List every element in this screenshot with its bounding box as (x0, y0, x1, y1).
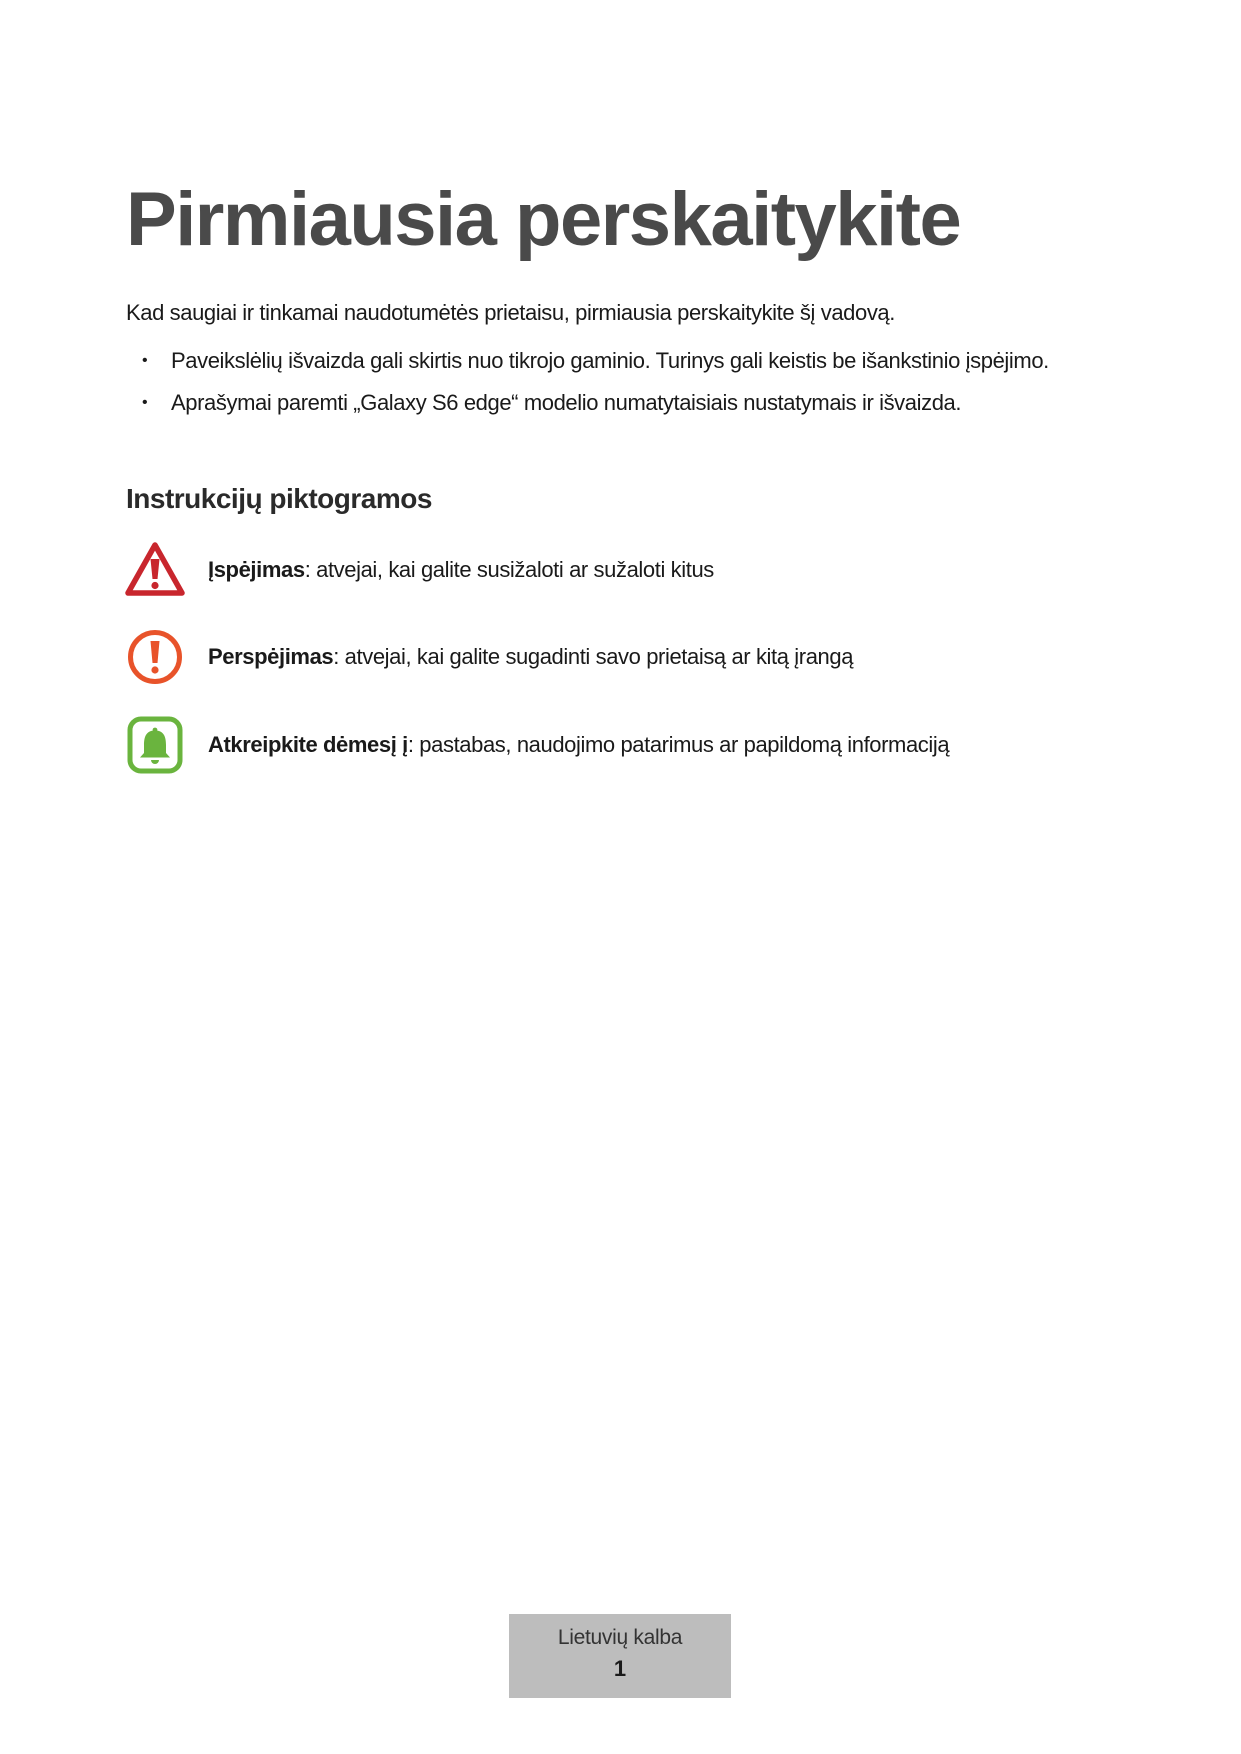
page-number: 1 (613, 1656, 627, 1681)
notice-bell-icon (124, 715, 186, 775)
term-description: atvejai, kai galite susižaloti ar sužaloti kitus (310, 557, 714, 582)
icon-row-caution (124, 627, 853, 687)
list-item (126, 344, 1056, 378)
bullet-dot: • (142, 394, 148, 411)
list-item (126, 386, 1056, 420)
icon-row-warning (124, 540, 714, 600)
page-footer (509, 1614, 731, 1698)
page-title: Pirmiausia perskaitykite (126, 177, 961, 262)
icon-row-notice (124, 715, 949, 775)
term-label: Įspėjimas (208, 557, 305, 582)
bullet-list (126, 344, 1056, 428)
bullet-text: Paveikslėlių išvaizda gali skirtis nuo tikrojo gaminio. Turinys gali keistis be išankstinio įspėjimo. (171, 348, 1049, 373)
icon-row-text (208, 644, 853, 670)
term-description: atvejai, kai galite sugadinti savo prietaisą ar kitą įrangą (338, 644, 854, 669)
icon-row-text (208, 732, 949, 758)
term-separator: : (304, 557, 311, 582)
section-heading: Instrukcijų piktogramos (126, 483, 432, 514)
icon-row-text (208, 557, 714, 583)
footer-language: Lietuvių kalba (557, 1626, 683, 1649)
caution-circle-icon (124, 627, 186, 687)
term-label: Perspėjimas (208, 644, 334, 669)
bullet-dot: • (142, 352, 148, 369)
term-separator: : (333, 644, 339, 669)
bullet-text: Aprašymai paremti „Galaxy S6 edge“ modelio numatytaisiais nustatymais ir išvaizda. (171, 390, 962, 415)
term-description: pastabas, naudojimo patarimus ar papildomą informaciją (413, 732, 950, 757)
term-label: Atkreipkite dėmesį į (208, 732, 408, 757)
term-separator: : (407, 732, 414, 757)
warning-triangle-icon (124, 540, 186, 600)
intro-paragraph: Kad saugiai ir tinkamai naudotumėtės prietaisu, pirmiausia perskaitykite šį vadovą. (126, 300, 895, 325)
